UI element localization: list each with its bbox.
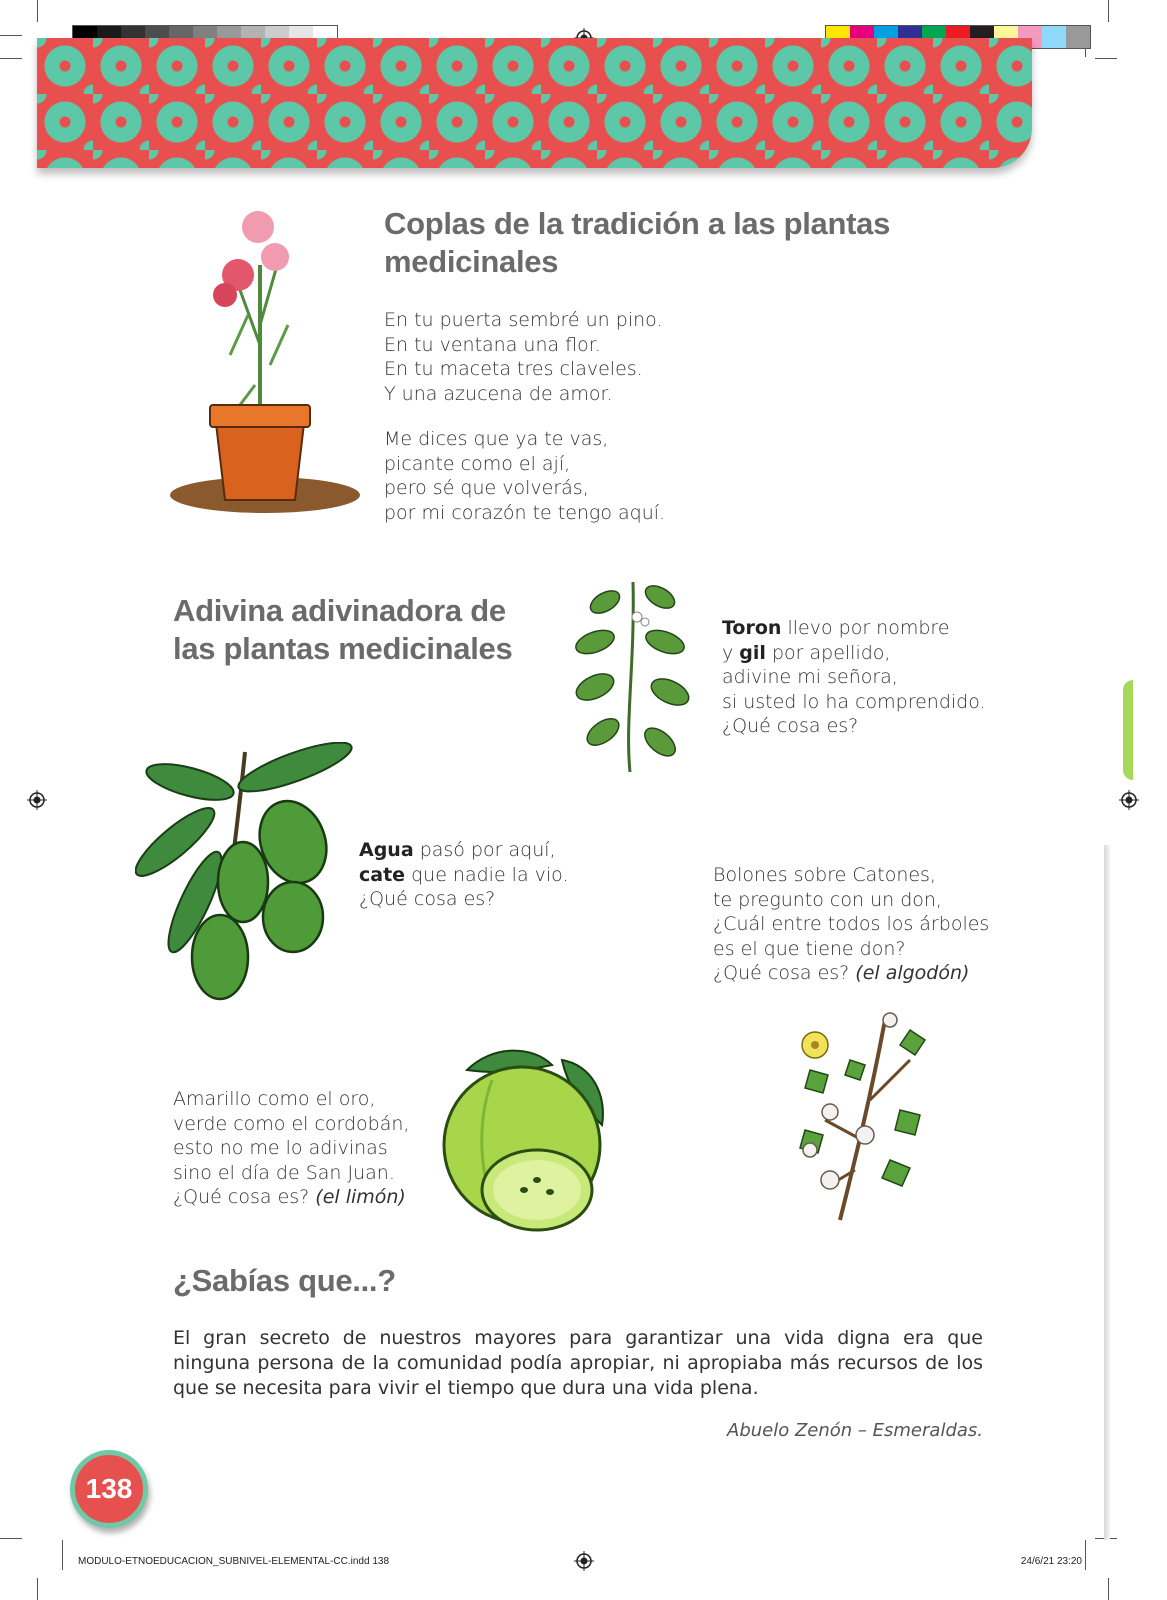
crop-mark xyxy=(37,0,38,22)
riddle-keyword: cate xyxy=(359,863,406,886)
page-number: 138 xyxy=(85,1473,133,1504)
sabias-title: ¿Sabías que...? xyxy=(173,1263,396,1298)
quote-credit: Abuelo Zenón – Esmeraldas. xyxy=(727,1420,983,1441)
cotton-plant-illustration xyxy=(790,1010,935,1225)
registration-mark-icon xyxy=(1119,790,1139,810)
date-slug: 24/6/21 23:20 xyxy=(1020,1556,1082,1567)
slug-divider xyxy=(1085,1540,1086,1570)
crop-mark xyxy=(1108,1578,1109,1600)
verse-line: pero sé que volverás, xyxy=(384,477,589,499)
riddle-line: Amarillo como el oro, xyxy=(173,1088,376,1110)
verse-line: picante como el ají, xyxy=(384,452,571,475)
riddle-line xyxy=(359,838,569,863)
riddle-text: ¿Qué cosa es? xyxy=(713,962,856,984)
decorative-banner xyxy=(37,38,1032,168)
riddle-line: ¿Cuál entre todos los árboles xyxy=(713,913,990,935)
riddle-answer: (el algodón) xyxy=(855,962,970,984)
slug-divider xyxy=(62,1540,63,1570)
lime-illustration xyxy=(432,1040,617,1245)
riddle-keyword: gil xyxy=(739,641,766,664)
riddle-line: te pregunto con un don, xyxy=(713,888,942,911)
riddle-toronjil xyxy=(722,616,986,739)
color-swatch xyxy=(1066,26,1090,48)
avocado-illustration xyxy=(135,742,360,1007)
color-swatch xyxy=(1042,26,1066,48)
riddle-line xyxy=(359,863,569,888)
carnation-pot-illustration xyxy=(170,205,370,525)
riddle-text: ¿Qué cosa es? xyxy=(173,1186,316,1208)
verse-line: por mi corazón te tengo aquí. xyxy=(384,501,666,524)
riddle-line xyxy=(173,1185,409,1210)
side-tab xyxy=(1123,680,1133,780)
riddle-aguacate xyxy=(359,838,569,912)
riddle-text: pasó por aquí, xyxy=(413,839,556,861)
verse-line: Y una azucena de amor. xyxy=(384,382,613,405)
riddle-text: que nadie la vio. xyxy=(405,863,569,886)
verse-line: Me dices que ya te vas, xyxy=(384,428,609,450)
page-edge-shadow xyxy=(1104,845,1110,1540)
file-slug: MODULO-ETNOEDUCACION_SUBNIVEL-ELEMENTAL-CC.indd 138 xyxy=(78,1556,390,1567)
riddle-line xyxy=(722,616,986,641)
riddle-text: llevo por nombre xyxy=(781,617,950,639)
adivina-title: Adivina adivinadora de las plantas medicinales xyxy=(173,593,513,666)
page-number-badge xyxy=(70,1450,148,1528)
riddle-keyword: Toron xyxy=(722,617,782,639)
crop-mark xyxy=(0,1538,22,1539)
riddle-line: adivine mi señora, xyxy=(722,666,898,688)
crop-mark xyxy=(0,35,22,36)
crop-mark xyxy=(1108,0,1109,22)
coplas-stanza-1 xyxy=(384,308,662,406)
riddle-limon xyxy=(173,1087,409,1210)
riddle-answer: (el limón) xyxy=(315,1186,406,1208)
coplas-stanza-2 xyxy=(384,427,665,525)
riddle-line: ¿Qué cosa es? xyxy=(359,888,496,910)
registration-mark-icon xyxy=(574,1551,594,1571)
riddle-line: Bolones sobre Catones, xyxy=(713,864,936,886)
coplas-title: Coplas de la tradición a las plantas medicinales xyxy=(384,206,891,279)
crop-mark xyxy=(37,1578,38,1600)
riddle-line: esto no me lo adivinas xyxy=(173,1137,388,1159)
riddle-line: si usted lo ha comprendido. xyxy=(722,690,986,713)
riddle-line xyxy=(722,641,986,666)
verse-line: En tu ventana una flor. xyxy=(384,333,601,356)
verse-line: En tu maceta tres claveles. xyxy=(384,358,643,380)
riddle-line: es el que tiene don? xyxy=(713,937,906,960)
riddle-line xyxy=(713,961,989,986)
riddle-line: ¿Qué cosa es? xyxy=(722,715,859,737)
riddle-algodon xyxy=(713,863,989,986)
crop-mark xyxy=(0,58,22,59)
verse-line: En tu puerta sembré un pino. xyxy=(384,309,663,331)
riddle-keyword: Agua xyxy=(359,839,414,861)
toronjil-plant-illustration xyxy=(565,572,700,777)
sabias-paragraph: El gran secreto de nuestros mayores para garantizar una vida digna era que ninguna persona de la comunidad podía apropiar, ni apropiaba más recursos de los que se necesita para vivir el tiempo que dura una vida plena. xyxy=(173,1327,983,1399)
riddle-line: sino el día de San Juan. xyxy=(173,1161,395,1184)
registration-mark-icon xyxy=(27,790,47,810)
riddle-line: verde como el cordobán, xyxy=(173,1112,410,1135)
riddle-text: por apellido, xyxy=(765,641,891,664)
crop-mark xyxy=(1095,58,1117,59)
riddle-text: y xyxy=(722,641,740,664)
